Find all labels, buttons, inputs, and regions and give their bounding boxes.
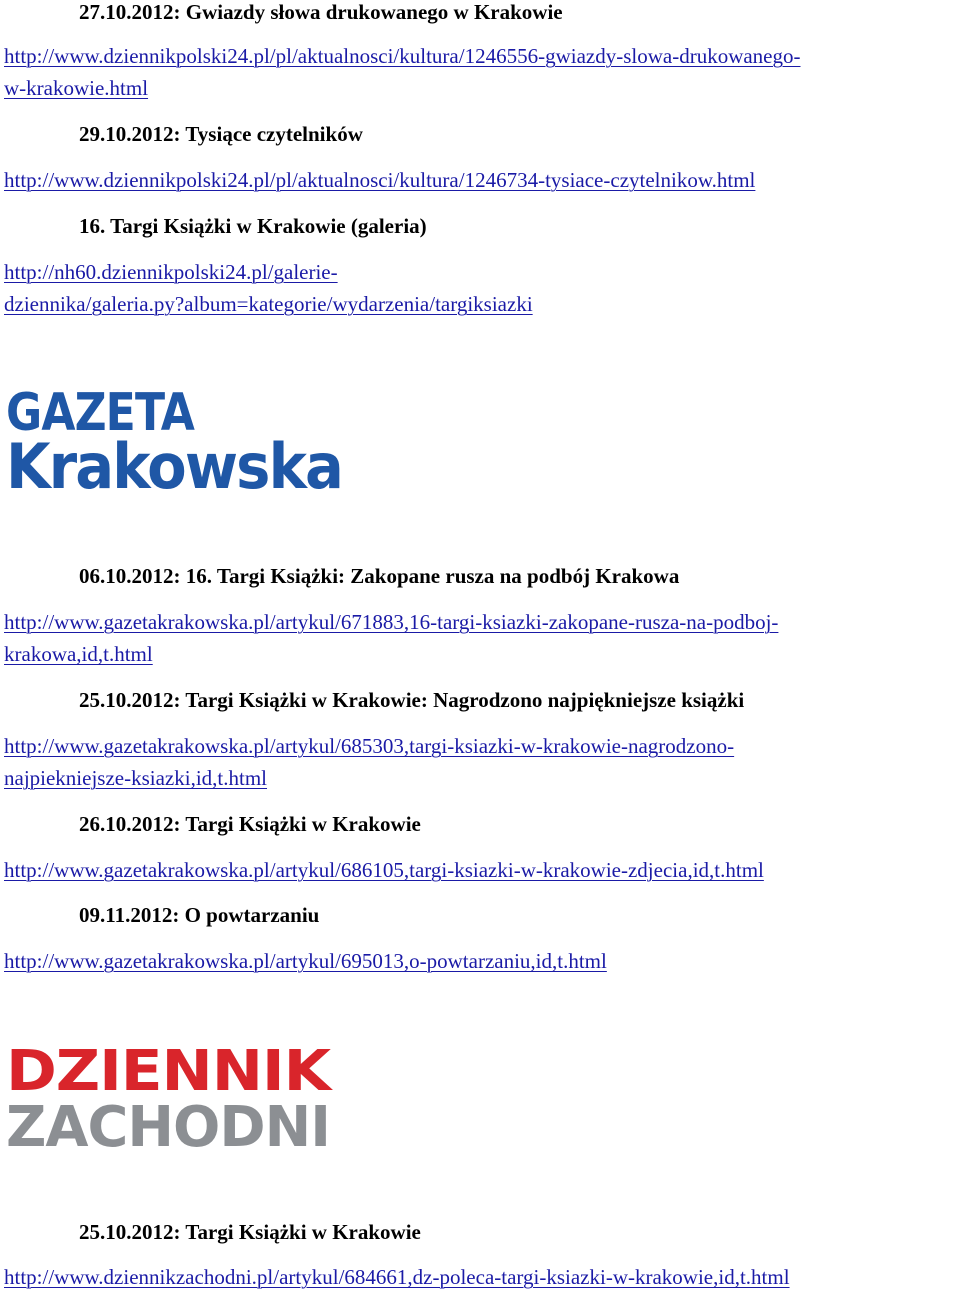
dziennik-zachodni-logo — [6, 1040, 336, 1157]
entry-title: 16. Targi Książki w Krakowie (galeria) — [79, 214, 427, 238]
entry-title: 29.10.2012: Tysiące czytelników — [79, 122, 363, 146]
entry-title: 25.10.2012: Targi Książki w Krakowie: Nagrodzono najpiękniejsze książki — [79, 688, 745, 712]
logo-text-dziennik: DZIENNIK — [6, 1040, 334, 1104]
gazeta-krakowska-logo — [6, 384, 346, 499]
logo-text-zachodni: ZACHODNI — [6, 1095, 330, 1152]
article-link-continued[interactable]: w-krakowie.html — [4, 76, 149, 100]
entry-title: 09.11.2012: O powtarzaniu — [79, 903, 320, 927]
article-link[interactable]: http://www.gazetakrakowska.pl/artykul/671883,16-targi-ksiazki-zakopane-rusza-na-podboj- — [4, 610, 779, 634]
article-link-continued[interactable]: krakowa,id,t.html — [4, 642, 153, 666]
article-link[interactable]: http://www.gazetakrakowska.pl/artykul/686105,targi-ksiazki-w-krakowie-zdjecia,id,t.html — [4, 858, 764, 882]
logo-text-gazeta: GAZETA — [6, 384, 195, 443]
article-link-continued[interactable]: najpiekniejsze-ksiazki,id,t.html — [4, 766, 268, 790]
article-link[interactable]: http://www.gazetakrakowska.pl/artykul/695013,o-powtarzaniu,id,t.html — [4, 949, 607, 973]
article-link[interactable]: http://www.gazetakrakowska.pl/artykul/685303,targi-ksiazki-w-krakowie-nagrodzono- — [4, 734, 735, 758]
gallery-link[interactable]: http://nh60.dziennikpolski24.pl/galerie- — [4, 260, 338, 284]
gallery-link-continued[interactable]: dziennika/galeria.py?album=kategorie/wydarzenia/targiksiazki — [4, 292, 533, 316]
article-link[interactable]: http://www.dziennikpolski24.pl/pl/aktualnosci/kultura/1246556-gwiazdy-slowa-drukowanego- — [4, 44, 801, 68]
article-link[interactable]: http://www.dziennikpolski24.pl/pl/aktualnosci/kultura/1246734-tysiace-czytelnikow.html — [4, 168, 756, 192]
logo-text-krakowska: Krakowska — [6, 430, 342, 494]
entry-title: 26.10.2012: Targi Książki w Krakowie — [79, 812, 421, 836]
article-link[interactable]: http://www.dziennikzachodni.pl/artykul/684661,dz-poleca-targi-ksiazki-w-krakowie,id,t.html — [4, 1265, 790, 1289]
entry-title: 27.10.2012: Gwiazdy słowa drukowanego w Krakowie — [79, 0, 563, 24]
entry-title: 06.10.2012: 16. Targi Książki: Zakopane rusza na podbój Krakowa — [79, 564, 680, 588]
entry-title: 25.10.2012: Targi Książki w Krakowie — [79, 1220, 421, 1244]
